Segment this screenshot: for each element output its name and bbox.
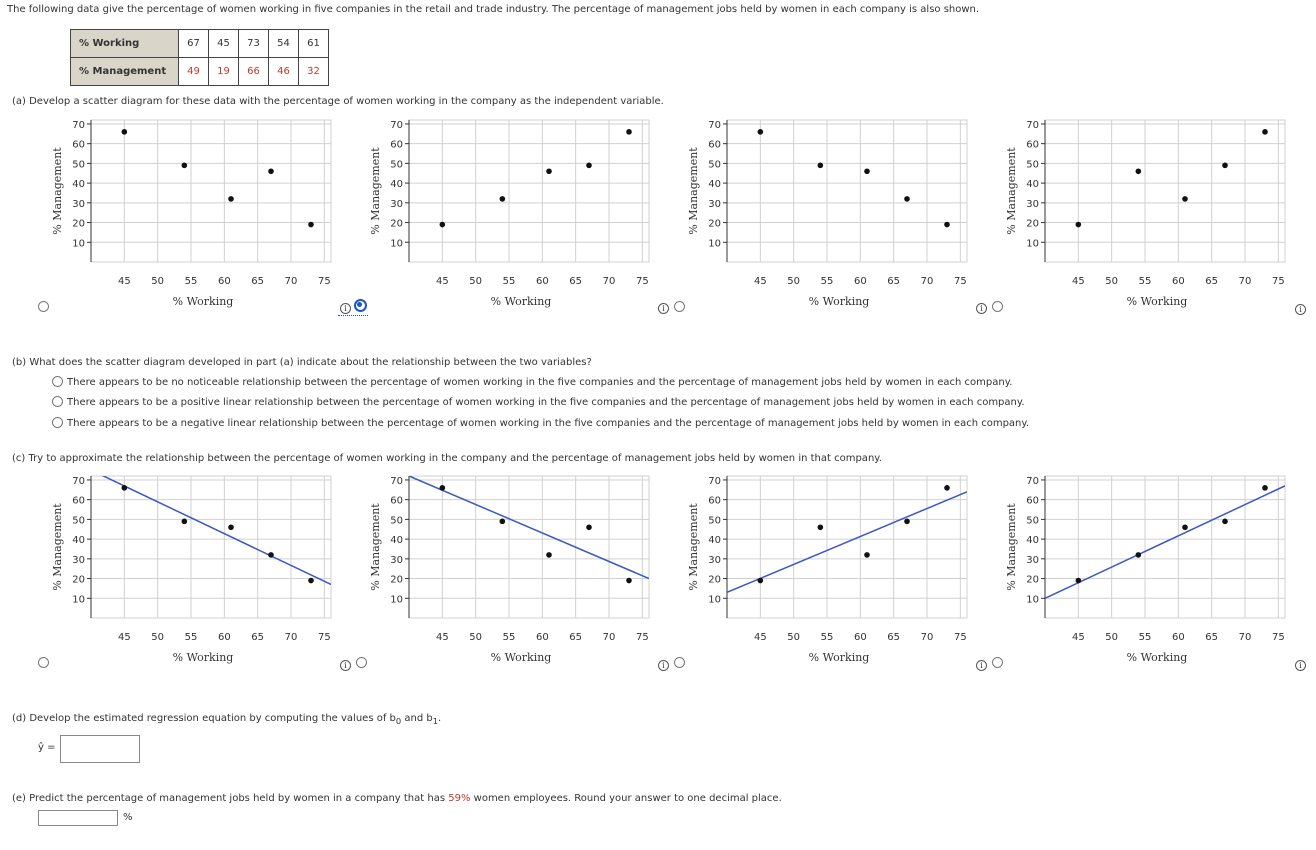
y-tick-label: 10 <box>390 594 403 606</box>
plot-frame <box>91 120 331 262</box>
plot-frame <box>727 476 967 618</box>
x-tick-label: 45 <box>753 632 767 643</box>
part-d-text-suffix: . <box>438 713 442 724</box>
scatter-plot-a-4 <box>1002 112 1292 312</box>
option-label: There appears to be a positive linear relationship between the percentage of women working in the five companies and the percentage of management jobs held by women in each company. <box>67 397 1025 408</box>
y-tick-label: 30 <box>1026 198 1039 210</box>
data-point <box>818 524 824 530</box>
x-axis-label: % Working <box>808 651 870 664</box>
y-tick-label: 60 <box>72 495 85 507</box>
data-point <box>440 485 446 491</box>
data-point <box>1222 519 1228 525</box>
x-tick-label: 65 <box>887 276 901 287</box>
data-point <box>944 485 950 491</box>
data-point <box>182 519 188 525</box>
info-icon[interactable]: i <box>658 660 669 671</box>
option-no-relationship[interactable] <box>52 376 1012 388</box>
y-tick-label: 10 <box>72 238 85 250</box>
table-row-working <box>71 30 329 58</box>
y-axis-label: % Management <box>369 503 382 591</box>
y-tick-label: 50 <box>708 515 721 527</box>
x-tick-label: 70 <box>920 632 934 643</box>
y-tick-label: 10 <box>1026 238 1039 250</box>
data-point <box>440 222 446 228</box>
row-label-management: % Management <box>71 58 179 86</box>
data-point <box>1136 552 1142 558</box>
x-tick-label: 75 <box>953 632 967 643</box>
y-tick-label: 40 <box>72 535 85 547</box>
x-tick-label: 55 <box>502 276 516 287</box>
option-label: There appears to be a negative linear relationship between the percentage of women working in the five companies and the percentage of management jobs held by women in each company. <box>67 418 1030 429</box>
radio-plot-a-4[interactable] <box>992 301 1003 312</box>
y-tick-label: 20 <box>1026 574 1039 586</box>
x-tick-label: 45 <box>117 276 131 287</box>
percent-unit: % <box>123 812 133 823</box>
table-cell: 32 <box>299 58 329 86</box>
y-tick-label: 40 <box>72 179 85 191</box>
y-axis-label: % Management <box>687 503 700 591</box>
line-plot-c-1 <box>48 468 338 668</box>
y-tick-label: 70 <box>708 475 721 487</box>
x-tick-label: 50 <box>1105 632 1119 643</box>
table-cell: 61 <box>299 30 329 58</box>
y-tick-label: 40 <box>390 179 403 191</box>
x-tick-label: 50 <box>151 276 165 287</box>
table-cell: 19 <box>209 58 239 86</box>
y-tick-label: 20 <box>72 218 85 230</box>
data-point <box>864 168 870 174</box>
x-tick-label: 60 <box>217 276 231 287</box>
subscript-1: 1 <box>432 716 439 726</box>
y-tick-label: 60 <box>708 495 721 507</box>
data-point <box>1262 129 1268 135</box>
data-point <box>546 552 552 558</box>
y-tick-label: 40 <box>1026 535 1039 547</box>
y-tick-label: 50 <box>1026 515 1039 527</box>
percent-highlight: 59% <box>448 793 471 804</box>
radio-plot-c-2[interactable] <box>356 657 367 668</box>
y-tick-label: 30 <box>708 198 721 210</box>
y-tick-label: 50 <box>390 515 403 527</box>
data-point <box>1222 163 1228 169</box>
table-cell: 73 <box>239 30 269 58</box>
data-point <box>864 552 870 558</box>
data-point <box>500 519 506 525</box>
regression-equation-input[interactable] <box>60 735 140 763</box>
x-tick-label: 70 <box>284 632 298 643</box>
part-c-question: (c) Try to approximate the relationship between the percentage of women working in the company and the percentage of management jobs held by women in that company. <box>12 453 882 464</box>
line-plot-c-3 <box>684 468 974 668</box>
yhat-label: ŷ = <box>38 742 56 753</box>
scatter-plot-a-2 <box>366 112 656 312</box>
table-row-management <box>71 58 329 86</box>
y-tick-label: 40 <box>1026 179 1039 191</box>
y-tick-label: 10 <box>72 594 85 606</box>
radio-option[interactable] <box>52 396 63 407</box>
table-cell: 46 <box>269 58 299 86</box>
x-axis-label: % Working <box>1126 651 1188 664</box>
data-point <box>626 129 632 135</box>
x-tick-label: 75 <box>953 276 967 287</box>
table-cell: 49 <box>179 58 209 86</box>
radio-plot-a-3[interactable] <box>674 301 685 312</box>
x-tick-label: 45 <box>435 276 449 287</box>
x-tick-label: 55 <box>184 276 198 287</box>
plot-frame <box>1045 476 1285 618</box>
data-point <box>626 578 632 584</box>
y-tick-label: 70 <box>72 475 85 487</box>
data-point <box>586 524 592 530</box>
x-axis-label: % Working <box>1126 295 1188 308</box>
part-a-question: (a) Develop a scatter diagram for these data with the percentage of women working in the company as the independent variable. <box>12 96 664 107</box>
x-tick-label: 60 <box>217 632 231 643</box>
part-b-question: (b) What does the scatter diagram developed in part (a) indicate about the relationship between the two variables? <box>12 357 592 368</box>
y-axis-label: % Management <box>687 147 700 235</box>
info-icon[interactable]: i <box>1295 304 1306 315</box>
y-tick-label: 30 <box>72 554 85 566</box>
radio-plot-c-1[interactable] <box>38 657 49 668</box>
y-tick-label: 50 <box>72 515 85 527</box>
y-tick-label: 50 <box>708 159 721 171</box>
y-tick-label: 60 <box>390 139 403 151</box>
x-tick-label: 70 <box>1238 276 1252 287</box>
data-point <box>228 524 234 530</box>
x-tick-label: 65 <box>251 276 265 287</box>
x-tick-label: 75 <box>635 276 649 287</box>
x-tick-label: 70 <box>1238 632 1252 643</box>
data-point <box>1182 524 1188 530</box>
y-tick-label: 20 <box>1026 218 1039 230</box>
y-tick-label: 10 <box>708 594 721 606</box>
data-point <box>904 196 910 202</box>
prediction-input[interactable] <box>38 810 118 826</box>
x-tick-label: 45 <box>117 632 131 643</box>
y-tick-label: 40 <box>708 535 721 547</box>
x-axis-label: % Working <box>172 651 234 664</box>
y-tick-label: 40 <box>708 179 721 191</box>
x-tick-label: 55 <box>1138 632 1152 643</box>
part-d-question <box>12 713 441 726</box>
data-point <box>268 552 274 558</box>
x-tick-label: 50 <box>787 276 801 287</box>
x-tick-label: 65 <box>887 632 901 643</box>
x-axis-label: % Working <box>490 651 552 664</box>
x-tick-label: 60 <box>535 276 549 287</box>
data-point <box>1076 222 1082 228</box>
y-tick-label: 20 <box>708 218 721 230</box>
row-label-working: % Working <box>71 30 179 58</box>
info-icon[interactable]: i <box>340 660 351 671</box>
x-tick-label: 55 <box>820 632 834 643</box>
y-tick-label: 60 <box>1026 139 1039 151</box>
table-cell: 54 <box>269 30 299 58</box>
x-axis-label: % Working <box>172 295 234 308</box>
x-tick-label: 65 <box>1205 276 1219 287</box>
x-tick-label: 55 <box>502 632 516 643</box>
radio-plot-c-4[interactable] <box>992 657 1003 668</box>
data-point <box>122 129 128 135</box>
x-axis-label: % Working <box>490 295 552 308</box>
data-point <box>944 222 950 228</box>
y-tick-label: 70 <box>390 475 403 487</box>
y-tick-label: 70 <box>390 119 403 131</box>
y-tick-label: 10 <box>1026 594 1039 606</box>
y-tick-label: 20 <box>390 574 403 586</box>
option-label: There appears to be no noticeable relationship between the percentage of women working in the five companies and the percentage of management jobs held by women in each company. <box>67 377 1013 388</box>
data-point <box>758 129 764 135</box>
data-point <box>1076 578 1082 584</box>
plot-frame <box>727 120 967 262</box>
plot-frame <box>1045 120 1285 262</box>
data-point <box>758 578 764 584</box>
y-tick-label: 70 <box>1026 119 1039 131</box>
x-tick-label: 50 <box>151 632 165 643</box>
scatter-plot-a-1 <box>48 112 338 312</box>
x-tick-label: 65 <box>569 276 583 287</box>
plot-frame <box>409 120 649 262</box>
y-axis-label: % Management <box>1005 503 1018 591</box>
plot-frame <box>91 476 331 618</box>
y-tick-label: 40 <box>390 535 403 547</box>
x-tick-label: 75 <box>1271 276 1285 287</box>
info-icon[interactable]: i <box>976 660 987 671</box>
x-tick-label: 45 <box>1071 632 1085 643</box>
data-point <box>228 196 234 202</box>
y-tick-label: 60 <box>708 139 721 151</box>
y-tick-label: 50 <box>390 159 403 171</box>
part-e-text: (e) Predict the percentage of management jobs held by women in a company that has <box>12 793 449 804</box>
table-cell: 66 <box>239 58 269 86</box>
y-axis-label: % Management <box>1005 147 1018 235</box>
y-tick-label: 30 <box>1026 554 1039 566</box>
x-tick-label: 75 <box>317 632 331 643</box>
y-tick-label: 60 <box>390 495 403 507</box>
info-icon[interactable]: i <box>1295 660 1306 671</box>
plot-frame <box>409 476 649 618</box>
data-point <box>904 519 910 525</box>
x-tick-label: 70 <box>602 632 616 643</box>
y-tick-label: 10 <box>390 238 403 250</box>
subscript-0: 0 <box>395 716 402 726</box>
y-tick-label: 30 <box>72 198 85 210</box>
option-positive-linear[interactable] <box>52 396 1025 408</box>
x-tick-label: 60 <box>1171 276 1185 287</box>
x-tick-label: 65 <box>569 632 583 643</box>
part-e-text-suffix: women employees. Round your answer to one decimal place. <box>470 793 782 804</box>
data-point <box>500 196 506 202</box>
y-tick-label: 30 <box>390 554 403 566</box>
data-point <box>1262 485 1268 491</box>
data-point <box>1182 196 1188 202</box>
x-tick-label: 70 <box>284 276 298 287</box>
line-plot-c-2 <box>366 468 656 668</box>
x-tick-label: 60 <box>535 632 549 643</box>
x-tick-label: 70 <box>602 276 616 287</box>
data-point <box>308 578 314 584</box>
x-tick-label: 45 <box>1071 276 1085 287</box>
part-d-text-mid: and b <box>401 713 433 724</box>
x-axis-label: % Working <box>808 295 870 308</box>
x-tick-label: 55 <box>820 276 834 287</box>
y-tick-label: 60 <box>72 139 85 151</box>
y-tick-label: 30 <box>708 554 721 566</box>
x-tick-label: 75 <box>1271 632 1285 643</box>
y-axis-label: % Management <box>369 147 382 235</box>
radio-plot-a-1[interactable] <box>38 301 49 312</box>
data-table <box>70 29 329 86</box>
info-icon[interactable]: i <box>340 303 351 314</box>
x-tick-label: 70 <box>920 276 934 287</box>
data-point <box>586 163 592 169</box>
y-tick-label: 30 <box>390 198 403 210</box>
x-tick-label: 60 <box>853 276 867 287</box>
y-tick-label: 70 <box>708 119 721 131</box>
y-axis-label: % Management <box>51 503 64 591</box>
data-point <box>818 163 824 169</box>
data-point <box>1136 168 1142 174</box>
table-cell: 67 <box>179 30 209 58</box>
scatter-plot-a-3 <box>684 112 974 312</box>
table-cell: 45 <box>209 30 239 58</box>
x-tick-label: 45 <box>435 632 449 643</box>
radio-option[interactable] <box>52 376 63 387</box>
y-tick-label: 60 <box>1026 495 1039 507</box>
y-tick-label: 50 <box>72 159 85 171</box>
x-tick-label: 75 <box>317 276 331 287</box>
y-tick-label: 10 <box>708 238 721 250</box>
radio-option[interactable] <box>52 417 63 428</box>
x-tick-label: 55 <box>184 632 198 643</box>
data-point <box>308 222 314 228</box>
data-point <box>122 485 128 491</box>
info-icon[interactable]: i <box>976 303 987 314</box>
x-tick-label: 60 <box>853 632 867 643</box>
y-axis-label: % Management <box>51 147 64 235</box>
x-tick-label: 65 <box>1205 632 1219 643</box>
intro-text: The following data give the percentage of women working in five companies in the retail and trade industry. The percentage of management jobs held by women in each company is also shown. <box>7 4 980 15</box>
option-negative-linear[interactable] <box>52 417 1029 429</box>
info-icon[interactable]: i <box>658 303 669 314</box>
y-tick-label: 20 <box>390 218 403 230</box>
part-e-question <box>12 793 782 804</box>
y-tick-label: 70 <box>1026 475 1039 487</box>
data-point <box>268 168 274 174</box>
y-tick-label: 20 <box>708 574 721 586</box>
radio-plot-a-2[interactable] <box>354 299 367 312</box>
x-tick-label: 65 <box>251 632 265 643</box>
x-tick-label: 50 <box>787 632 801 643</box>
x-tick-label: 50 <box>1105 276 1119 287</box>
radio-plot-c-3[interactable] <box>674 657 685 668</box>
x-tick-label: 45 <box>753 276 767 287</box>
y-tick-label: 50 <box>1026 159 1039 171</box>
y-tick-label: 20 <box>72 574 85 586</box>
x-tick-label: 75 <box>635 632 649 643</box>
line-plot-c-4 <box>1002 468 1292 668</box>
x-tick-label: 60 <box>1171 632 1185 643</box>
part-d-text: (d) Develop the estimated regression equation by computing the values of b <box>12 713 396 724</box>
x-tick-label: 50 <box>469 276 483 287</box>
data-point <box>182 163 188 169</box>
data-point <box>546 168 552 174</box>
x-tick-label: 55 <box>1138 276 1152 287</box>
y-tick-label: 70 <box>72 119 85 131</box>
x-tick-label: 50 <box>469 632 483 643</box>
